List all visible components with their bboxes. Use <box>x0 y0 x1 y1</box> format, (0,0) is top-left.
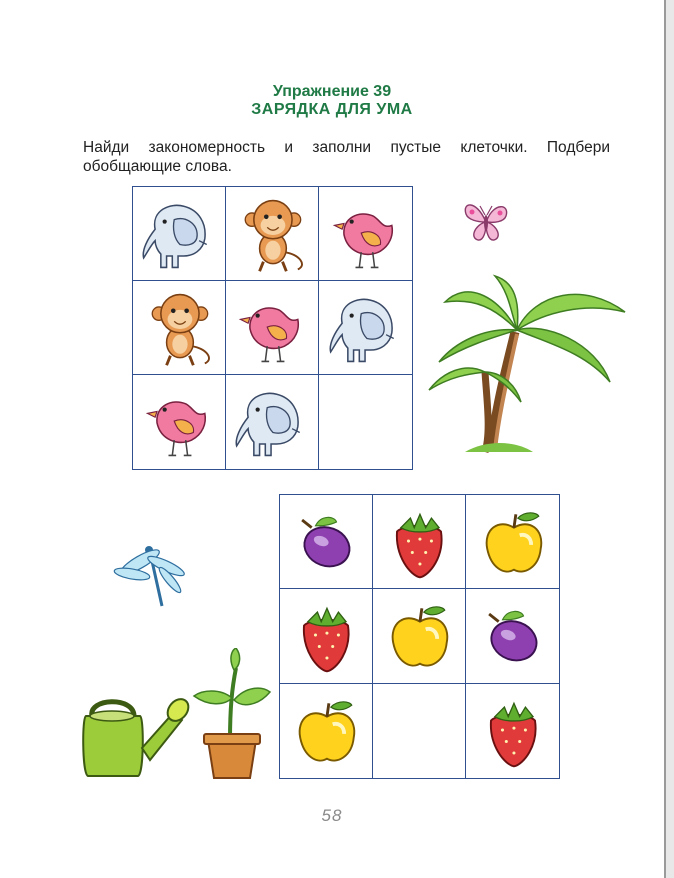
strawberry-icon <box>470 688 556 774</box>
fruit-grid-cell <box>280 684 373 778</box>
dragonfly-icon <box>110 540 190 612</box>
elephant-icon <box>229 379 315 465</box>
animal-grid-cell <box>133 281 226 375</box>
fruit-grid-cell <box>466 684 559 778</box>
animal-grid-cell <box>133 375 226 469</box>
fruit-grid-cell <box>280 589 373 683</box>
bird-icon <box>229 285 315 371</box>
animal-grid-cell <box>226 281 319 375</box>
animal-grid-cell <box>226 375 319 469</box>
strawberry-icon <box>283 593 369 679</box>
apple-icon <box>376 593 462 679</box>
apple-icon <box>470 499 556 585</box>
plum-icon <box>283 499 369 585</box>
animal-grid-cell <box>319 281 412 375</box>
bird-icon <box>323 191 409 277</box>
butterfly-icon <box>458 196 514 248</box>
page-number: 58 <box>321 806 343 825</box>
elephant-icon <box>136 191 222 277</box>
fruit-grid-cell <box>373 495 466 589</box>
fruit-grid <box>279 494 560 779</box>
apple-icon <box>283 688 369 774</box>
page-edge-shadow <box>666 0 674 878</box>
strawberry-icon <box>376 499 462 585</box>
watering-can-icon <box>78 688 193 780</box>
fruit-grid-cell <box>466 495 559 589</box>
monkey-icon <box>136 285 222 371</box>
animal-grid <box>132 186 413 470</box>
fruit-grid-cell <box>280 495 373 589</box>
animal-grid-cell <box>133 187 226 281</box>
animal-grid-cell <box>319 187 412 281</box>
task-instructions: Найди закономерность и заполни пустые клеточки. Подбери обобщающие слова. <box>83 139 610 175</box>
animal-grid-empty-cell <box>319 375 412 469</box>
monkey-icon <box>229 191 315 277</box>
exercise-subtitle: ЗАРЯДКА ДЛЯ УМА <box>251 101 413 118</box>
exercise-title: Упражнение 39 <box>272 83 392 100</box>
plum-icon <box>470 593 556 679</box>
bird-icon <box>136 379 222 465</box>
elephant-icon <box>323 285 409 371</box>
animal-grid-cell <box>226 187 319 281</box>
sprout-pot-icon <box>192 648 272 780</box>
palm-tree-icon <box>425 272 630 462</box>
fruit-grid-cell <box>373 589 466 683</box>
fruit-grid-empty-cell <box>373 684 466 778</box>
fruit-grid-cell <box>466 589 559 683</box>
